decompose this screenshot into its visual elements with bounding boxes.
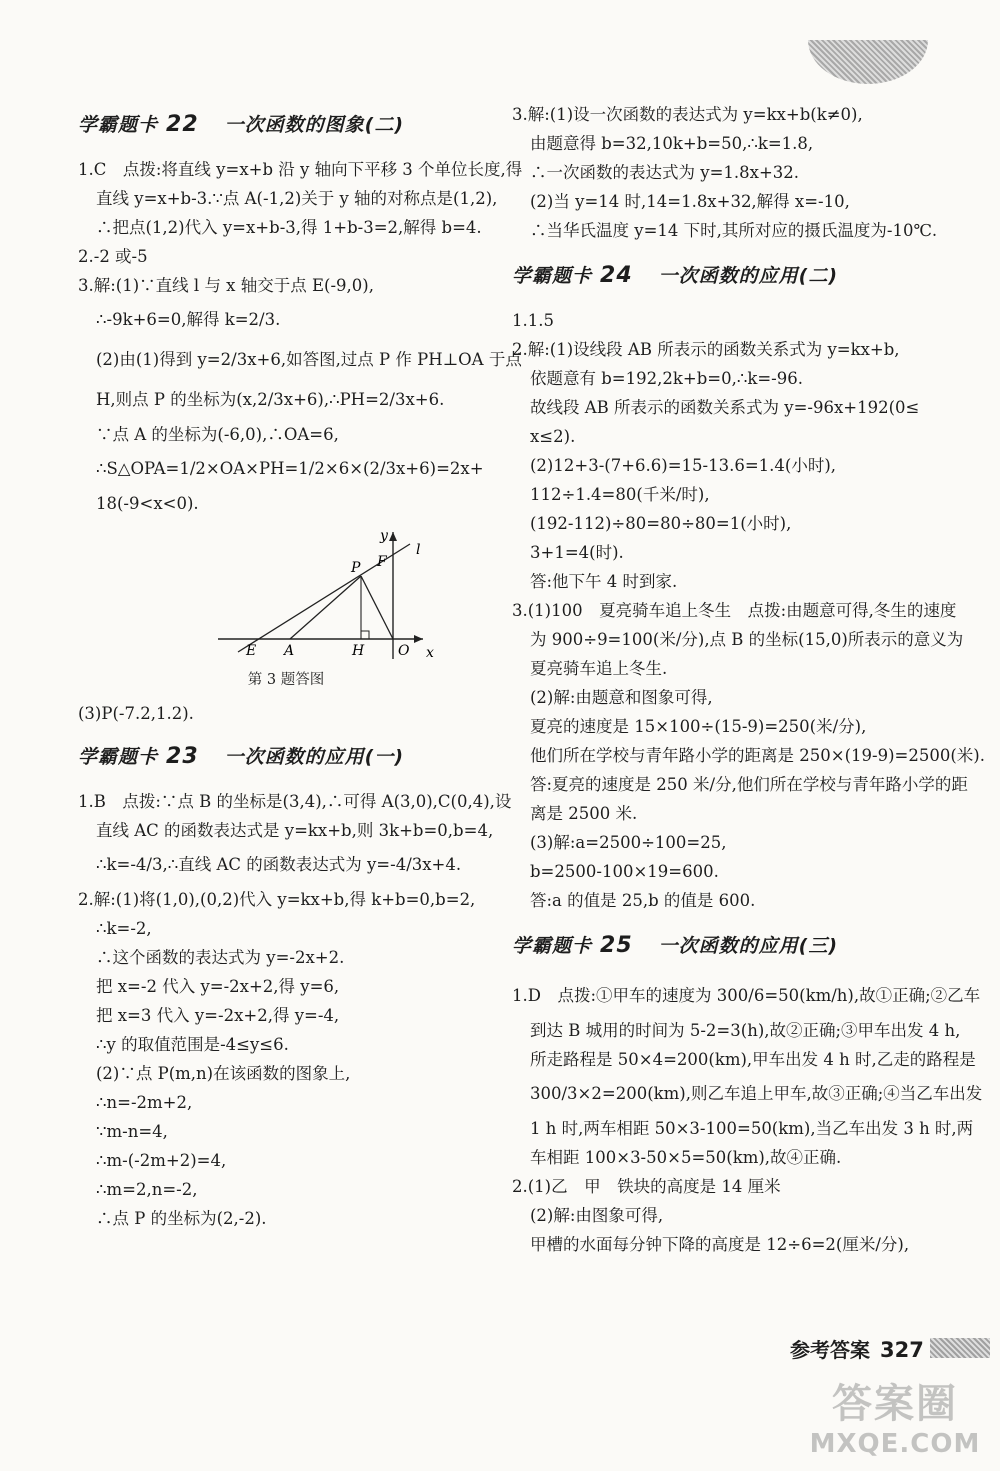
label-A: A bbox=[284, 643, 295, 659]
label-E: E bbox=[246, 643, 257, 659]
text-line: ∴一次函数的表达式为 y=1.8x+32. bbox=[530, 163, 800, 182]
text-line: ∴当华氏温度 y=14 下时,其所对应的摄氏温度为-10℃. bbox=[530, 221, 938, 240]
text-line: 夏亮骑车追上冬生. bbox=[530, 659, 668, 678]
text-line: 车相距 100×3-50×5=50(km),故④正确. bbox=[530, 1148, 842, 1167]
text-line: ∴y 的取值范围是-4≤y≤6. bbox=[96, 1035, 289, 1054]
text-line: 答:a 的值是 25,b 的值是 600. bbox=[530, 891, 756, 910]
text-line: (2)解:由题意和图象可得, bbox=[530, 688, 713, 707]
figure-caption: 第 3 题答图 bbox=[247, 672, 325, 688]
text-line: ∵m-n=4, bbox=[96, 1122, 168, 1141]
text-line: (3)解:a=2500÷100=25, bbox=[530, 833, 727, 852]
text-line: (2)12+3-(7+6.6)=15-13.6=1.4(小时), bbox=[530, 456, 837, 475]
text-line: 夏亮的速度是 15×100÷(15-9)=250(米/分), bbox=[530, 717, 867, 736]
text-line: (2)由(1)得到 y=2/3x+6,如答图,过点 P 作 PH⊥OA 于点 bbox=[96, 350, 522, 369]
text-line: 2.(1)乙 甲 铁块的高度是 14 厘米 bbox=[512, 1177, 781, 1196]
x-axis-arrow bbox=[414, 635, 423, 643]
text-line: 依题意有 b=192,2k+b=0,∴k=-96. bbox=[530, 369, 803, 388]
text-line: ∴S△OPA=1/2×OA×PH=1/2×6×(2/3x+6)=2x+ bbox=[96, 459, 484, 478]
text-line: 1.D 点拨:①甲车的速度为 300/6=50(km/h),故①正确;②乙车 bbox=[512, 986, 981, 1005]
text-line: 1.1.5 bbox=[512, 311, 554, 330]
section-title-22: 学霸题卡 22 一次函数的图象(二) bbox=[78, 112, 405, 137]
footer-decoration bbox=[930, 1338, 990, 1358]
section-22-body bbox=[78, 155, 523, 518]
text-line: 3.解:(1)设一次函数的表达式为 y=kx+b(k≠0), bbox=[512, 105, 863, 124]
text-line: 甲槽的水面每分钟下降的高度是 12÷6=2(厘米/分), bbox=[530, 1235, 910, 1254]
text-line: b=2500-100×19=600. bbox=[530, 862, 719, 881]
text-line: 2.-2 或-5 bbox=[78, 247, 148, 266]
section-25-body bbox=[512, 976, 983, 1259]
text-line: ∴k=-2, bbox=[96, 919, 152, 938]
text-line: 112÷1.4=80(千米/时), bbox=[530, 485, 710, 504]
section-title-24: 学霸题卡 24 一次函数的应用(二) bbox=[512, 263, 839, 288]
text-line: ∴把点(1,2)代入 y=x+b-3,得 1+b-3=2,解得 b=4. bbox=[96, 218, 482, 237]
text-line: 把 x=3 代入 y=-2x+2,得 y=-4, bbox=[96, 1006, 340, 1025]
corner-decoration bbox=[808, 40, 928, 84]
text-line: 1.B 点拨:∵点 B 的坐标是(3,4),∴可得 A(3,0),C(0,4),设 bbox=[78, 792, 512, 811]
text-line: 18(-9<x<0). bbox=[96, 494, 199, 513]
text-line: 由题意得 b=32,10k+b=50,∴k=1.8, bbox=[530, 134, 814, 153]
label-l: l bbox=[416, 542, 421, 558]
text-line: 到达 B 城用的时间为 5-2=3(h),故②正确;③甲车出发 4 h, bbox=[530, 1021, 961, 1040]
label-y: y bbox=[380, 528, 388, 544]
label-O: O bbox=[398, 643, 410, 659]
text-line: 所走路程是 50×4=200(km),甲车出发 4 h 时,乙走的路程是 bbox=[530, 1050, 976, 1069]
top-continuation bbox=[512, 100, 942, 245]
text-line: ∴m=2,n=-2, bbox=[96, 1180, 198, 1199]
segment-AP bbox=[290, 576, 361, 639]
right-column bbox=[512, 100, 985, 1259]
text-line: ∴n=-2m+2, bbox=[96, 1093, 193, 1112]
text-line: (2)当 y=14 时,14=1.8x+32,解得 x=-10, bbox=[530, 192, 850, 211]
text-line: 3.解:(1)∵直线 l 与 x 轴交于点 E(-9,0), bbox=[78, 276, 374, 295]
coordinate-diagram bbox=[148, 524, 448, 664]
text-line: 故线段 AB 所表示的函数关系式为 y=-96x+192(0≤ bbox=[530, 398, 920, 417]
text-line: 300/3×2=200(km),则乙车追上甲车,故③正确;④当乙车出发 bbox=[530, 1084, 983, 1103]
text-line: x≤2). bbox=[530, 427, 576, 446]
text-line: (3)P(-7.2,1.2). bbox=[78, 704, 194, 723]
text-line: ∴k=-4/3,∴直线 AC 的函数表达式为 y=-4/3x+4. bbox=[96, 855, 462, 874]
text-line: ∴点 P 的坐标为(2,-2). bbox=[96, 1209, 267, 1228]
section-23-body bbox=[78, 787, 512, 1233]
text-line: 直线 AC 的函数表达式是 y=kx+b,则 3k+b=0,b=4, bbox=[96, 821, 494, 840]
text-line: H,则点 P 的坐标为(x,2/3x+6),∴PH=2/3x+6. bbox=[96, 390, 445, 409]
watermark bbox=[800, 1372, 990, 1459]
left-column bbox=[78, 100, 523, 1233]
text-line: (192-112)÷80=80÷80=1(小时), bbox=[530, 514, 792, 533]
text-line: 离是 2500 米. bbox=[530, 804, 638, 823]
text-line: 答:夏亮的速度是 250 米/分,他们所在学校与青年路小学的距 bbox=[530, 775, 968, 794]
text-line: 为 900÷9=100(米/分),点 B 的坐标(15,0)所表示的意义为 bbox=[530, 630, 964, 649]
text-line: 3.(1)100 夏亮骑车追上冬生 点拨:由题意可得,冬生的速度 bbox=[512, 601, 957, 620]
text-line: 3+1=4(时). bbox=[530, 543, 624, 562]
watermark-line-2: MXQE.COM bbox=[809, 1429, 981, 1459]
page-footer bbox=[790, 1334, 924, 1363]
y-axis-arrow bbox=[389, 532, 397, 541]
segment-PO bbox=[361, 576, 393, 639]
page-number: 327 bbox=[880, 1338, 924, 1362]
text-line: 1.C 点拨:将直线 y=x+b 沿 y 轴向下平移 3 个单位长度,得 bbox=[78, 160, 523, 179]
text-line: ∵点 A 的坐标为(-6,0),∴OA=6, bbox=[96, 425, 339, 444]
watermark-line-1: 答案圈 bbox=[832, 1381, 958, 1427]
text-line: 把 x=-2 代入 y=-2x+2,得 y=6, bbox=[96, 977, 340, 996]
text-line: (2)解:由图象可得, bbox=[530, 1206, 664, 1225]
label-x: x bbox=[426, 645, 434, 661]
text-line: ∴这个函数的表达式为 y=-2x+2. bbox=[96, 948, 345, 967]
label-H: H bbox=[352, 643, 365, 659]
section-title-25: 学霸题卡 25 一次函数的应用(三) bbox=[512, 933, 839, 958]
text-line: (2)∵点 P(m,n)在该函数的图象上, bbox=[96, 1064, 351, 1083]
right-angle-mark bbox=[361, 631, 369, 639]
label-F: F bbox=[377, 554, 387, 570]
text-line: 他们所在学校与青年路小学的距离是 250×(19-9)=2500(米). bbox=[530, 746, 985, 765]
label-P: P bbox=[351, 560, 361, 576]
footer-label: 参考答案 bbox=[790, 1338, 870, 1362]
text-line: ∴m-(-2m+2)=4, bbox=[96, 1151, 227, 1170]
section-title-23: 学霸题卡 23 一次函数的应用(一) bbox=[78, 744, 405, 769]
answer-figure bbox=[148, 524, 448, 664]
section-24-body bbox=[512, 306, 985, 915]
text-line: 直线 y=x+b-3.∵点 A(-1,2)关于 y 轴的对称点是(1,2), bbox=[96, 189, 498, 208]
text-line: ∴-9k+6=0,解得 k=2/3. bbox=[96, 310, 281, 329]
text-line: 2.解:(1)设线段 AB 所表示的函数关系式为 y=kx+b, bbox=[512, 340, 900, 359]
text-line: 2.解:(1)将(1,0),(0,2)代入 y=kx+b,得 k+b=0,b=2, bbox=[78, 890, 476, 909]
text-line: 答:他下午 4 时到家. bbox=[530, 572, 678, 591]
text-line: 1 h 时,两车相距 50×3-100=50(km),当乙车出发 3 h 时,两 bbox=[530, 1119, 974, 1138]
